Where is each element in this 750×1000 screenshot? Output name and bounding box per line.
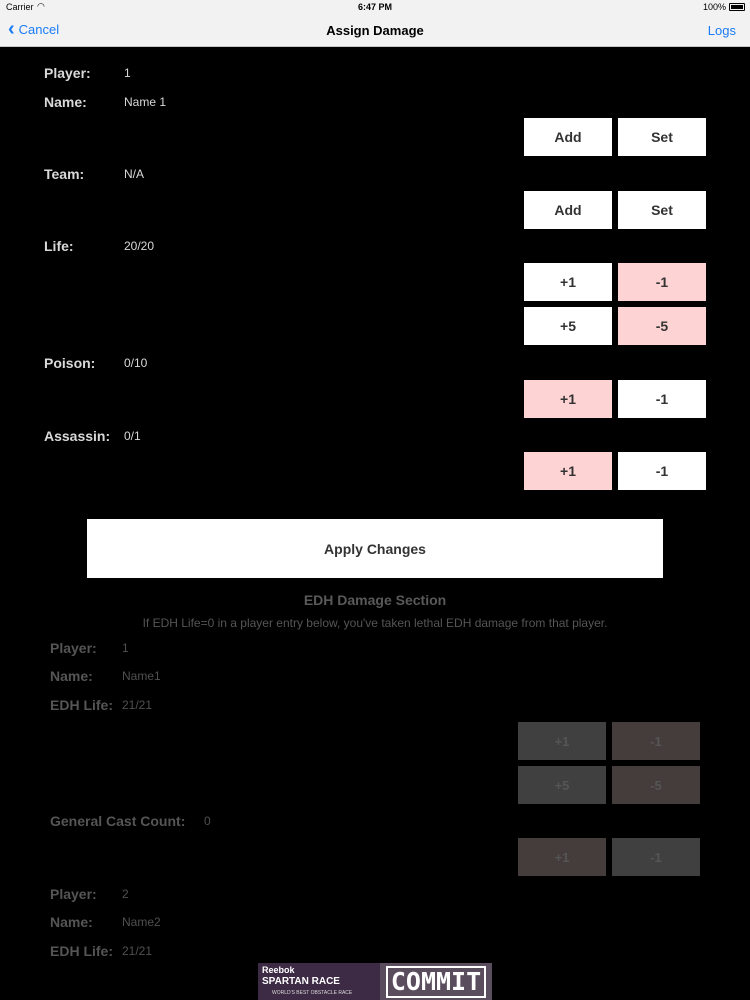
team-set-button[interactable]: Set (618, 191, 706, 229)
player-label: Player: (44, 65, 91, 81)
name-add-button[interactable]: Add (524, 118, 612, 156)
edh-player-value: 2 (122, 887, 129, 901)
edh-minus5-button[interactable]: -5 (612, 766, 700, 804)
edh-section-note: If EDH Life=0 in a player entry below, you've taken lethal EDH damage from that player. (142, 616, 608, 630)
wifi-icon: ◠ (37, 1, 45, 11)
apply-changes-button[interactable]: Apply Changes (87, 519, 663, 578)
assassin-label: Assassin: (44, 428, 111, 444)
edh-life-value: 21/21 (122, 698, 153, 712)
life-plus1-button[interactable]: +1 (524, 263, 612, 301)
ad-tagline: WORLD'S BEST OBSTACLE RACE (272, 990, 353, 996)
edh-name-label: Name: (50, 914, 93, 930)
assassin-minus1-button[interactable]: -1 (618, 452, 706, 490)
ad-cta: COMMIT (386, 966, 486, 998)
edh-name-label: Name: (50, 668, 93, 684)
ad-cta-panel (380, 963, 492, 1000)
logs-button[interactable]: Logs (707, 23, 736, 38)
edh-life-label: EDH Life: (50, 943, 113, 959)
edh-section-title: EDH Damage Section (303, 592, 447, 608)
name-label: Name: (44, 94, 87, 110)
name-value: Name 1 (124, 95, 167, 109)
status-time: 6:47 PM (357, 2, 392, 12)
edh-player-value: 1 (122, 641, 129, 655)
ad-brand-panel (258, 963, 380, 1000)
cast-plus1-button[interactable]: +1 (518, 838, 606, 876)
edh-minus1-button[interactable]: -1 (612, 722, 700, 760)
general-cast-count-label: General Cast Count: (50, 813, 186, 829)
ad-brand: Reebok (262, 965, 295, 975)
team-label: Team: (44, 166, 85, 182)
edh-player-label: Player: (50, 886, 97, 902)
edh-life-label: EDH Life: (50, 697, 113, 713)
edh-name-value: Name2 (122, 915, 161, 929)
name-set-button[interactable]: Set (618, 118, 706, 156)
life-value: 20/20 (124, 239, 155, 253)
edh-plus5-button[interactable]: +5 (518, 766, 606, 804)
edh-name-value: Name1 (122, 669, 161, 683)
general-cast-count-value: 0 (204, 814, 211, 828)
team-value: N/A (124, 167, 145, 181)
poison-label: Poison: (44, 355, 96, 371)
navigation-bar (0, 14, 750, 47)
edh-plus1-button[interactable]: +1 (518, 722, 606, 760)
assassin-value: 0/1 (124, 429, 141, 443)
poison-value: 0/10 (124, 356, 148, 370)
life-minus1-button[interactable]: -1 (618, 263, 706, 301)
ad-event: SPARTAN RACE (262, 976, 340, 987)
battery-icon (729, 3, 745, 11)
carrier-label: Carrier (6, 2, 34, 12)
battery-percent: 100% (702, 2, 726, 12)
team-add-button[interactable]: Add (524, 191, 612, 229)
chevron-left-icon: ‹ (8, 18, 15, 40)
poison-minus1-button[interactable]: -1 (618, 380, 706, 418)
status-bar (0, 0, 750, 14)
life-label: Life: (44, 238, 74, 254)
player-value: 1 (124, 66, 131, 80)
edh-life-value: 21/21 (122, 944, 153, 958)
cancel-label: Cancel (18, 21, 60, 37)
poison-plus1-button[interactable]: +1 (524, 380, 612, 418)
assassin-plus1-button[interactable]: +1 (524, 452, 612, 490)
life-minus5-button[interactable]: -5 (618, 307, 706, 345)
ad-banner[interactable] (258, 963, 492, 1000)
page-title: Assign Damage (326, 23, 424, 38)
cast-minus1-button[interactable]: -1 (612, 838, 700, 876)
edh-player-label: Player: (50, 640, 97, 656)
life-plus5-button[interactable]: +5 (524, 307, 612, 345)
